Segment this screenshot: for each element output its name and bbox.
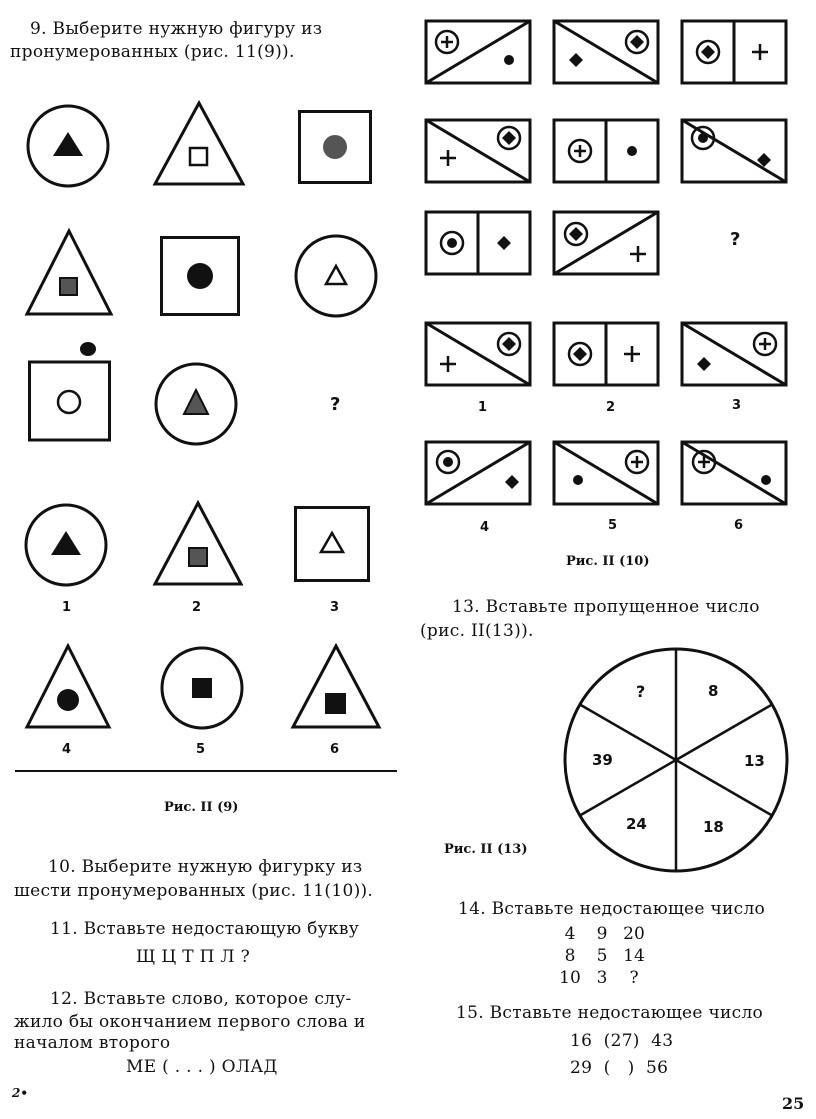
problem14-cell: ? xyxy=(629,968,639,988)
fig13-sector-18: 18 xyxy=(703,818,724,836)
problem14-row1 xyxy=(554,924,650,944)
problem10-text-line1: 10. Выберите нужную фигурку из xyxy=(48,857,363,877)
problem15-row1: 16 (27) 43 xyxy=(570,1031,674,1051)
fig13-sector-24: 24 xyxy=(626,815,647,833)
fig9-option-number-2: 2 xyxy=(192,600,202,615)
problem13-line1: 13. Вставьте пропущенное число xyxy=(452,597,760,617)
fig10-option-number-2: 2 xyxy=(606,400,616,415)
fig9-option6 xyxy=(290,643,382,729)
problem14-cell: 4 xyxy=(564,924,576,944)
fig9-caption: Рис. II (9) xyxy=(164,800,239,815)
fig13-sector-question: ? xyxy=(636,682,646,701)
problem14-cell: 9 xyxy=(596,924,608,944)
fig10-caption: Рис. II (10) xyxy=(566,554,650,569)
problem14-text: 14. Вставьте недостающее число xyxy=(458,899,766,919)
problem10-text-line2: шести пронумерованных (рис. 11(10)). xyxy=(14,881,374,901)
fig9-r1c3-square-hatched-circle xyxy=(298,110,372,184)
problem14-row3 xyxy=(554,968,650,988)
fig10-option-number-4: 4 xyxy=(480,520,490,535)
fig9-option3 xyxy=(294,506,370,582)
section-divider xyxy=(15,770,397,772)
corner-mark: 2• xyxy=(12,1086,29,1100)
fig9-option2 xyxy=(152,500,244,586)
fig9-r3c2-circle-hatched-triangle xyxy=(154,362,238,446)
problem14-row2 xyxy=(554,946,650,966)
page-number: 25 xyxy=(782,1094,805,1113)
problem9-title-line1: 9. Выберите нужную фигуру из xyxy=(30,19,323,39)
problem13-line2: (рис. II(13)). xyxy=(420,621,534,641)
fig9-r1c2-triangle-square xyxy=(152,100,246,186)
fig9-option5 xyxy=(160,646,244,730)
fig9-r2c1-triangle-hatched-square xyxy=(24,228,114,316)
fig10-figure xyxy=(420,14,800,514)
problem14-cell: 8 xyxy=(564,946,576,966)
problem14-cell: 3 xyxy=(596,968,608,988)
fig9-option-number-4: 4 xyxy=(62,742,72,757)
problem14-cell: 5 xyxy=(596,946,608,966)
fig9-option4 xyxy=(24,643,112,729)
fig9-r2c3-circle-triangle-outline xyxy=(294,234,378,318)
fig9-r3c1-square-circle-with-dot xyxy=(28,340,112,442)
problem14-cell: 10 xyxy=(559,968,581,988)
fig13-caption: Рис. II (13) xyxy=(444,842,528,857)
fig10-option-number-1: 1 xyxy=(478,400,488,415)
fig13-sector-13: 13 xyxy=(744,752,765,770)
fig10-option-number-6: 6 xyxy=(734,518,744,533)
fig10-option-number-5: 5 xyxy=(608,518,618,533)
problem15-row2: 29 ( ) 56 xyxy=(570,1058,669,1078)
problem12-line3: началом второго xyxy=(14,1033,171,1053)
problem12-puzzle: МЕ ( . . . ) ОЛАД xyxy=(126,1057,278,1077)
fig9-r2c2-square-circle xyxy=(160,236,240,316)
problem9-title-line2: пронумерованных (рис. 11(9)). xyxy=(10,42,295,62)
problem11-sequence: Щ Ц Т П Л ? xyxy=(136,947,251,967)
fig9-option-number-6: 6 xyxy=(330,742,340,757)
fig10-option-number-3: 3 xyxy=(732,398,742,413)
fig13-sector-8: 8 xyxy=(708,682,719,700)
fig9-option1 xyxy=(24,503,108,587)
problem12-line2: жило бы окончанием первого слова и xyxy=(14,1012,366,1032)
problem14-cell: 14 xyxy=(623,946,645,966)
problem12-line1: 12. Вставьте слово, которое слу- xyxy=(50,989,352,1009)
problem15-text: 15. Вставьте недостающее число xyxy=(456,1003,764,1023)
fig13-sector-39: 39 xyxy=(592,751,613,769)
fig9-option-number-3: 3 xyxy=(330,600,340,615)
fig10-question-mark: ? xyxy=(730,229,741,250)
fig9-option-number-5: 5 xyxy=(196,742,206,757)
problem11-text: 11. Вставьте недостающую букву xyxy=(50,919,360,939)
fig9-option-number-1: 1 xyxy=(62,600,72,615)
fig9-r1c1-circle-triangle xyxy=(26,104,110,188)
problem9-question-mark: ? xyxy=(330,394,341,415)
problem14-cell: 20 xyxy=(623,924,645,944)
